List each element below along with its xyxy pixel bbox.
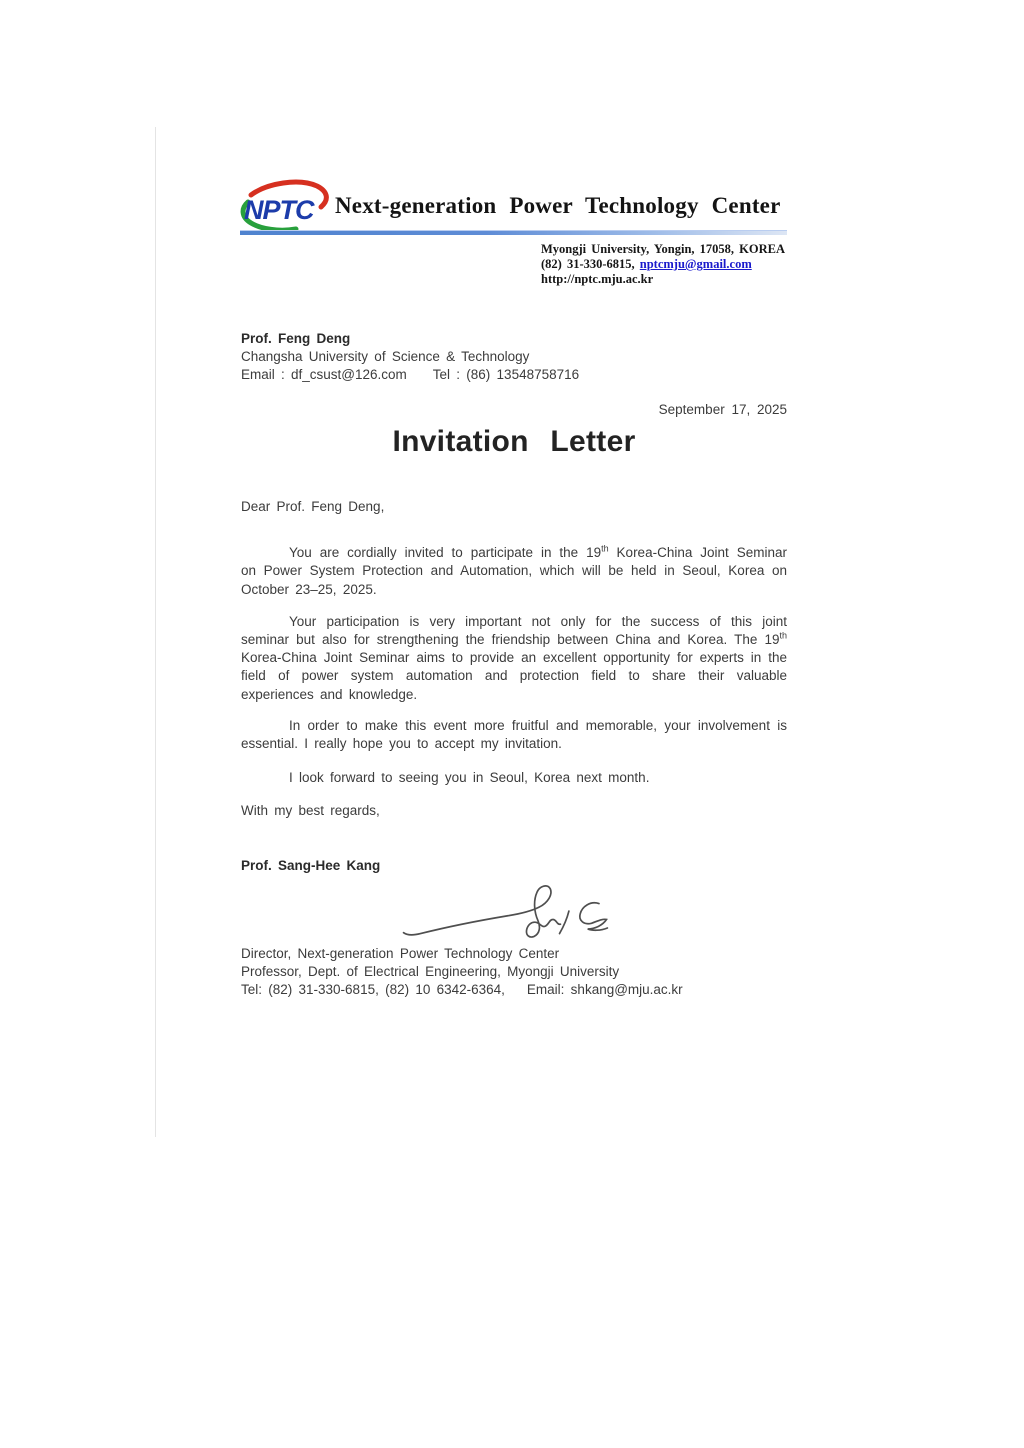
org-address: Myongji University, Yongin, 17058, KOREA — [541, 242, 786, 256]
salutation: Dear Prof. Feng Deng, — [241, 499, 385, 514]
signature-icon — [393, 881, 618, 943]
org-contact-block — [541, 242, 785, 287]
header-divider — [240, 230, 787, 235]
nptc-logo-icon — [239, 179, 331, 234]
signer-email: Email: shkang@mju.ac.kr — [526, 981, 683, 997]
page-edge-line — [155, 127, 156, 1137]
handwritten-signature — [393, 881, 618, 943]
signer-contact-line — [241, 981, 787, 999]
paragraph-1-text: You are cordially invited to participate in the 19 — [289, 545, 602, 561]
org-phone: (82) 31-330-6815, — [541, 257, 640, 271]
recipient-block — [241, 330, 579, 384]
ordinal-superscript: th — [779, 630, 787, 641]
signer-name: Prof. Sang-Hee Kang — [241, 857, 381, 873]
paragraph-1 — [241, 544, 787, 599]
signer-title-2: Professor, Dept. of Electrical Engineering, Myongji University — [241, 963, 620, 979]
ordinal-superscript: th — [601, 543, 609, 554]
paragraph-4: I look forward to seeing you in Seoul, Korea next month. — [289, 770, 650, 786]
recipient-affiliation: Changsha University of Science & Technology — [241, 349, 530, 364]
org-email-link[interactable]: nptcmju@gmail.com — [639, 257, 752, 271]
signer-tel: Tel: (82) 31-330-6815, (82) 10 6342-6364, — [241, 981, 505, 997]
letter-body — [241, 498, 787, 999]
org-title: Next-generation Power Technology Center — [335, 193, 781, 218]
letter-date: September 17, 2025 — [658, 402, 787, 417]
svg-text:NPTC: NPTC — [244, 195, 314, 225]
recipient-name: Prof. Feng Deng — [241, 331, 351, 346]
paragraph-1-text-cont: Korea-China Joint Seminar on Power System Protection and Automation, which will be held in Seoul, Korea on October 23–25, 2025. — [241, 545, 787, 597]
paragraph-2-text: Your participation is very important not only for the success of this joint seminar but also for strengthening the friendship between China and Korea. The 19 — [241, 613, 787, 648]
recipient-email: Email : df_csust@126.com — [241, 367, 407, 382]
signer-title-1: Director, Next-generation Power Technology Center — [241, 945, 560, 961]
nptc-logo — [239, 179, 331, 234]
letter-title: Invitation Letter — [392, 425, 636, 458]
org-website: http://nptc.mju.ac.kr — [541, 272, 654, 286]
recipient-tel: Tel : (86) 13548758716 — [432, 367, 580, 382]
paragraph-2-text-cont: Korea-China Joint Seminar aims to provide an excellent opportunity for experts in the field of power system automation and protection field to share their valuable experiences and knowledge. — [241, 650, 787, 702]
paragraph-3: In order to make this event more fruitful and memorable, your involvement is essential. I really hope you to accept my invitation. — [241, 717, 787, 752]
recipient-contact-line — [241, 366, 579, 384]
paragraph-2 — [241, 613, 787, 704]
org-phone-line — [541, 257, 785, 272]
closing-line: With my best regards, — [241, 803, 380, 819]
